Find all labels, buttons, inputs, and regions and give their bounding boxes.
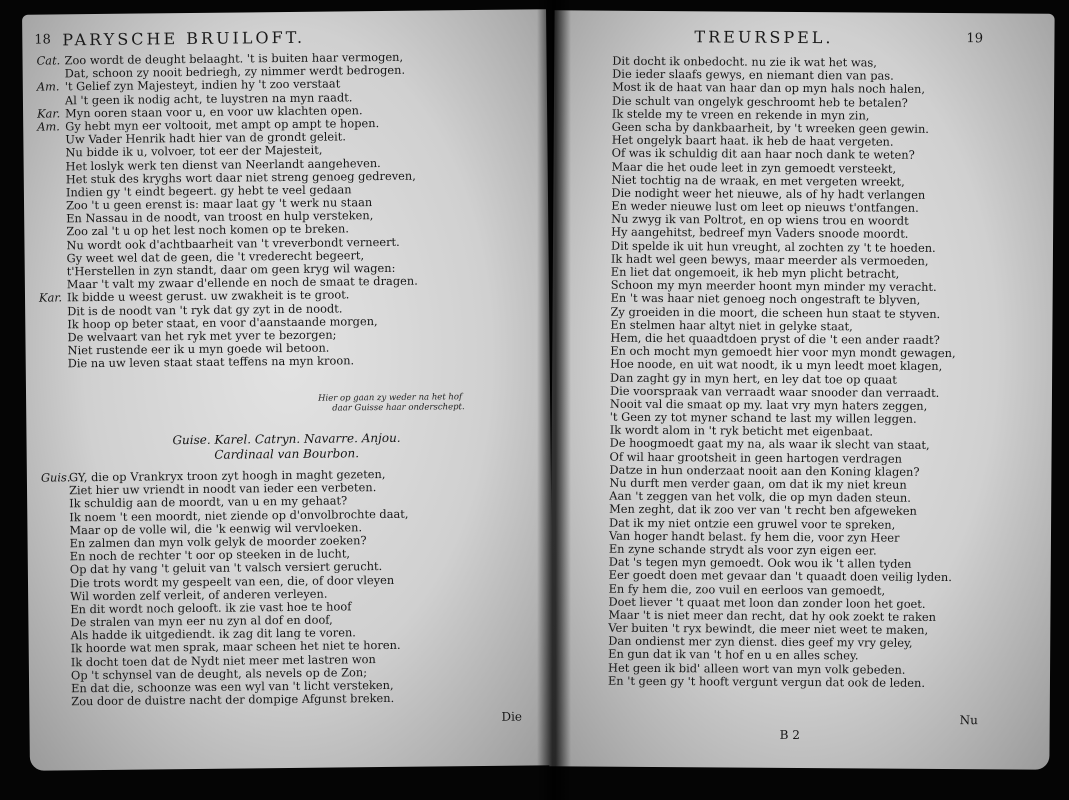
verse-text: En Nassau in de noodt, van troost en hulp versteken,	[66, 208, 374, 226]
verse-text: Als hadde ik uitgediendt. ik zag dit lang te voren.	[70, 625, 356, 643]
verse-line: Dit spelde ik uit hun vreught, al zochten zy 't te hoeden.	[610, 238, 936, 255]
verse-text: Op dat hy vang 't geluit van 't valsch versiert gerucht.	[69, 559, 383, 577]
verse-line: Dit docht ik onbedocht. nu zie ik wat het was,	[612, 53, 877, 70]
verse-line: Doet liever 't quaat met loon dan zonder loon het goet.	[608, 594, 926, 611]
verse-line: Maar die het oude leet in zyn gemoedt versteekt,	[611, 159, 897, 176]
verse-text: Zoo 't u geen erenst is: maar laat gy 't werk nu staan	[65, 195, 373, 213]
verse-line: Nu durft men verder gaan, om dat ik my niet kreun	[609, 475, 907, 492]
verse-text: Ik bidde u weest gerust. uw zwakheit is te groot.	[66, 287, 350, 305]
verse-line: Aan 't zeggen van het volk, die op myn daden steun.	[609, 488, 911, 505]
verse-line: Maar 't is niet meer dan recht, dat hy ook zoekt te raken	[608, 607, 937, 624]
verse-line: Hy aangehitst, bedreef myn Vaders snoode moordt.	[611, 225, 909, 242]
verse-line: Dan ondienst mer zyn dienst. dies geef my vry geley,	[608, 633, 913, 651]
verse-line: Hoe noode, en uit wat noodt, ik u myn leedt moet klagen,	[610, 356, 943, 374]
speaker-label: Am.	[36, 79, 60, 94]
verse-line	[40, 354, 419, 371]
verse-text: Dat, schoon zy nooit bedriegh, zy nimmer werdt bedrogen.	[64, 62, 406, 81]
verse-line: En zyne schande strydt als voor zyn eigen eer.	[608, 541, 877, 558]
verse-line: Dat ik my niet ontzie een gruwel voor te spreken,	[609, 515, 896, 532]
speaker-label: Guis.	[40, 470, 71, 485]
verse-text: De welvaart van het ryk met yver te bezorgen;	[67, 327, 337, 345]
verse-line: En stelmen haar altyt niet in gelyke staat,	[610, 317, 853, 334]
verse-line: Die ieder slaafs gewys, en niemant dien van pas.	[612, 66, 894, 83]
verse-line	[43, 692, 410, 709]
verse-line: Of wil haar grootsheit in geen hartogen verdragen	[609, 449, 903, 466]
verse-line: Geen scha by dankbaarheit, by 't wreeken geen gewin.	[611, 119, 929, 136]
verse-text: Indien gy 't eindt begeert. gy hebt te veel gedaan	[65, 182, 352, 200]
verse-line: Hem, die het quaadtdoen pryst of die 't een ander raadt?	[610, 330, 940, 347]
right-page	[549, 10, 1054, 769]
cast-line: Cardinaal van Bourbon.	[214, 446, 360, 462]
verse-text: Niet rustende eer ik u myn goede wil betoon.	[67, 340, 330, 358]
verse-text: Al 't geen ik nodig acht, te luystren na myn raadt.	[64, 89, 353, 107]
verse-line: Datze in hun onderzaat nooit aan den Koning klagen?	[609, 462, 920, 479]
verse-text: Gy weet wel dat de geen, die 't vrederecht begeert,	[66, 248, 365, 266]
verse-line: Die nodight weer het nieuwe, als of hy hadt verlangen	[611, 185, 926, 202]
verse-line: Het geen ik bid' alleen wort van myn volk gebeden.	[608, 660, 906, 677]
verse-text: 't Gelief zyn Majesteyt, indien hy 't zoo verstaat	[64, 76, 341, 94]
verse-text: Ik hoorde wat men sprak, maar scheen het niet te horen.	[70, 638, 401, 656]
verse-line: Ver buiten 't ryx bewindt, die meer niet weet te maken,	[608, 620, 929, 637]
verse-text: Het stuk des kryghs wort daar niet streng genoeg gedreven,	[65, 168, 416, 187]
verse-line: 't Geen zy tot myner schand te last my willen leggen.	[609, 409, 917, 426]
verse-line: Nooit val die smaat op my. laat vry myn haters zeggen,	[609, 396, 928, 413]
left-catchword: Die	[501, 709, 523, 724]
verse-text: Nu bidde ik u, volvoer, tot eer der Majesteit,	[65, 142, 323, 160]
verse-text: De stralen van myn eer nu zyn al dof en doof,	[70, 612, 333, 630]
stage-direction-line: daar Guisse haar onderschept.	[332, 402, 465, 414]
speaker-label: Kar.	[38, 290, 63, 305]
left-verse-block-1	[36, 51, 418, 371]
right-page-number: 19	[966, 31, 984, 47]
verse-line: De hoogmoedt gaat my na, als waar ik slecht van staat,	[609, 436, 930, 453]
left-page	[22, 9, 554, 770]
verse-text: En dit wordt noch gelooft. ik zie vast hoe te hoof	[70, 599, 352, 617]
verse-text: Ik hoop op beter staat, en voor d'aanstaande morgen,	[67, 313, 378, 332]
verse-line: Ik stelde my te vreen en rekende in myn zin,	[611, 106, 870, 123]
verse-text: Gy hebt myn eer voltooit, met ampt op ampt te hopen.	[65, 115, 380, 134]
stage-direction	[318, 392, 465, 414]
verse-text: Ziet hier uw vriendt in noodt van ieder een verbeten.	[68, 480, 377, 498]
verse-line: En weder nieuwe lust om leet op nieuws t'ontfangen.	[611, 198, 919, 215]
right-verse-block	[608, 55, 958, 690]
cast-line: Guise. Karel. Catryn. Navarre. Anjou.	[172, 430, 401, 448]
verse-line: Dat 's tegen myn gemoedt. Ook wou ik 't allen tyden	[608, 554, 912, 571]
verse-line: Nu zwyg ik van Poltrot, en op wiens trou en woordt	[611, 211, 909, 228]
verse-text: Ik docht toen dat de Nydt niet meer met lastren won	[70, 651, 376, 669]
speaker-label: Kar.	[37, 106, 61, 121]
verse-text: Zou door de duistre nacht der dompige Afgunst breken.	[71, 691, 395, 709]
verse-text: Dit is de noodt van 't ryk dat gy zyt in de noodt.	[67, 300, 343, 318]
verse-text: Wil worden zelf verleit, of anderen verleyen.	[70, 586, 328, 603]
verse-text: Maar 't valt my zwaar d'ellende en noch de smaat te dragen.	[66, 273, 418, 292]
verse-text: Zoo wordt de deught belaaght. 't is buiten haar vermogen,	[64, 49, 404, 68]
verse-text: Op 't schynsel van de deught, als nevels op de Zon;	[70, 665, 368, 683]
right-catchword: Nu	[959, 713, 978, 728]
verse-line: En liet dat ongemoeit, ik heb myn plicht betracht,	[610, 264, 900, 281]
verse-text: GY, die op Vrankryx troon zyt hoogh in maght gezeten,	[68, 466, 386, 485]
verse-text: En zalmen dan myn volk gelyk de moorder zoeken?	[69, 533, 367, 551]
verse-text: Ik schuldig aan de moordt, van u en my gehaat?	[69, 493, 348, 511]
verse-line: En gun dat ik van 't hof en u en alles schey.	[608, 647, 859, 663]
verse-text: Maar op de volle wil, die 'k eenwig wil vervloeken.	[69, 519, 363, 538]
verse-text: En dat die, schoonze was een wyl van 't licht versteken,	[71, 677, 394, 696]
verse-line: Het ongelyk baart haat. ik heb de haat vergeten.	[611, 132, 894, 149]
verse-text: Die na uw leven staat staat teffens na myn kroon.	[67, 353, 355, 371]
verse-text: Myn ooren staan voor u, en voor uw klachten open.	[65, 102, 363, 121]
verse-line: Schoon my myn meerder hoont myn minder my veracht.	[610, 277, 937, 295]
verse-line: En fy hem die, zoo vuil en eerloos van gemoedt,	[608, 581, 886, 598]
verse-text: t'Herstellen in zyn standt, daar om geen kryg wil wagen:	[66, 260, 396, 279]
verse-line: Die schult van ongelyk geschroomt heb te betalen?	[611, 93, 908, 110]
verse-line: En och mocht myn gemoedt hier voor myn mondt gewagen,	[610, 343, 956, 361]
stage-direction-line: Hier op gaan zy weder na het hof	[318, 392, 463, 404]
verse-text: Ik noem 't een moordt, niet ziende op d'onvolbrochte daat,	[69, 506, 409, 524]
verse-line: Zy groeiden in die moort, die scheen hun staat te styven.	[610, 304, 941, 321]
verse-text: En noch de rechter 't oor op steeken in de lucht,	[69, 546, 351, 564]
verse-text: Het loslyk werk ten dienst van Neerlandt aangeheven.	[65, 155, 381, 173]
verse-line: Van hoger handt belast. fy hem die, voor zyn Heer	[608, 528, 900, 545]
verse-text: Zoo zal 't u op het lest noch komen op te breken.	[66, 221, 350, 239]
book-gutter	[537, 0, 571, 800]
speaker-label: Am.	[37, 119, 60, 134]
verse-line: Men zeght, dat ik zoo ver van 't recht ben afgeweken	[609, 502, 917, 519]
verse-line: En 't geen gy 't hooft vergunt vergun dat ook de leden.	[607, 673, 926, 690]
signature-mark: B 2	[779, 727, 800, 742]
verse-line: Ik wordt alom in 't ryk beticht met eigenbaat.	[609, 422, 874, 439]
right-running-head: TREURSPEL.	[694, 27, 834, 48]
verse-line: Eer goedt doen met gevaar dan 't quaadt doen veilig lyden.	[608, 567, 952, 585]
left-page-number: 18	[34, 32, 51, 48]
verse-line: En 't was haar niet genoeg noch ongestraft te blyven,	[610, 291, 921, 308]
verse-line: Of was ik schuldig dit aan haar noch dank te weten?	[611, 145, 915, 163]
verse-line: Die voorspraak van verraadt waar snooder dan verraadt.	[609, 383, 940, 400]
verse-line: Niet tochtig na de wraak, en met vergeten wreekt,	[611, 172, 905, 189]
left-running-head: PARYSCHE BRUILOFT.	[62, 27, 306, 50]
verse-text: Nu wordt ook d'achtbaarheit van 't vreverbondt verneert.	[66, 234, 400, 252]
speaker-label: Cat.	[36, 53, 61, 68]
left-verse-block-2	[41, 468, 411, 709]
cast-list	[106, 430, 466, 464]
verse-line: Dan zaght gy in myn hert, en ley dat toe op quaat	[610, 370, 897, 387]
verse-text: Uw Vader Henrik hadt hier van de grondt geleit.	[65, 129, 347, 147]
verse-line: Most ik de haat van haar dan op myn hals noch halen,	[612, 80, 926, 97]
verse-text: Die trots wordt my gespeelt van een, die, of door vleyen	[69, 572, 395, 590]
verse-line: Ik hadt wel geen bewys, maar meerder als vermoeden,	[610, 251, 929, 268]
